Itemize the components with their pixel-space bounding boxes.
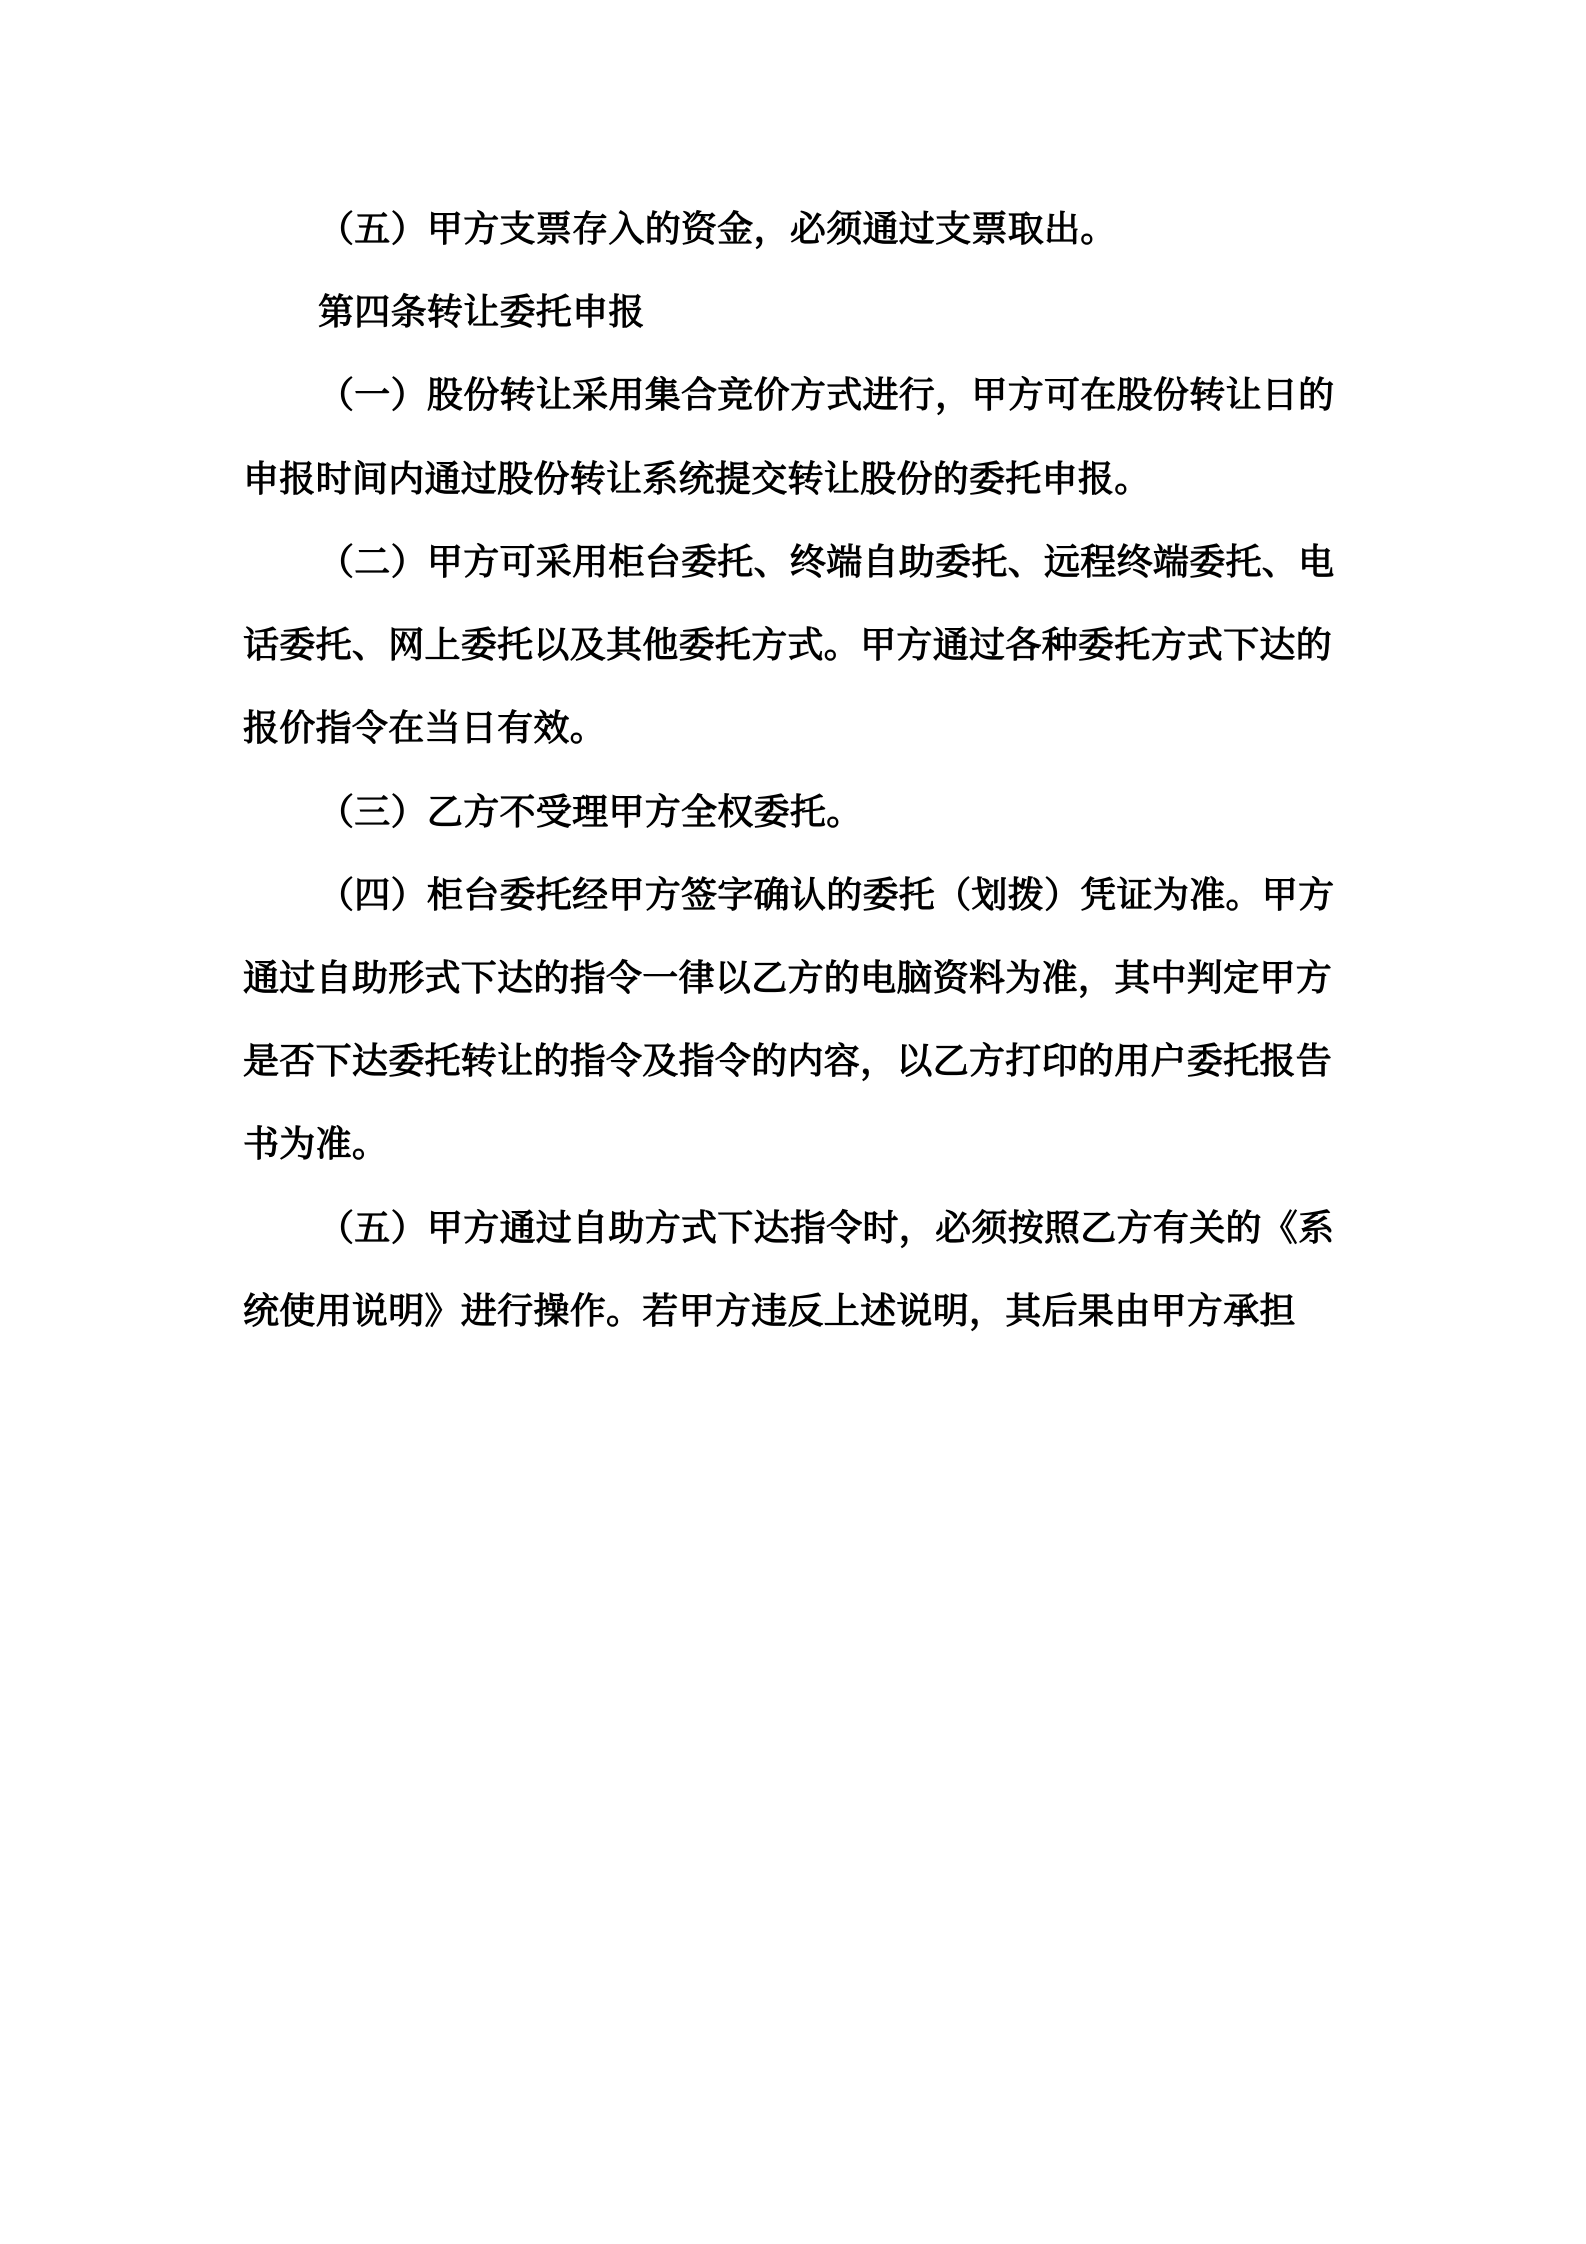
paragraph-line: 话委托、网上委托以及其他委托方式。甲方通过各种委托方式下达的 xyxy=(243,625,1333,666)
paragraph-line: 报价指令在当日有效。 xyxy=(243,708,607,749)
article-heading: 第四条转让委托申报 xyxy=(318,292,645,333)
paragraph-line: （三）乙方不受理甲方全权委托。 xyxy=(318,792,863,833)
paragraph-line: （四）柜台委托经甲方签字确认的委托（划拨）凭证为准。甲方 xyxy=(318,875,1335,916)
paragraph-line: 书为准。 xyxy=(243,1124,389,1165)
paragraph-line: 统使用说明》进行操作。若甲方违反上述说明，其后果由甲方承担 xyxy=(243,1291,1296,1332)
paragraph-line: 是否下达委托转让的指令及指令的内容，以乙方打印的用户委托报告 xyxy=(243,1041,1333,1082)
paragraph-line: 申报时间内通过股份转让系统提交转让股份的委托申报。 xyxy=(243,459,1151,500)
paragraph-line: （二）甲方可采用柜台委托、终端自助委托、远程终端委托、电 xyxy=(318,542,1335,583)
paragraph-line: 通过自助形式下达的指令一律以乙方的电脑资料为准，其中判定甲方 xyxy=(243,958,1333,999)
paragraph-line: （五）甲方支票存入的资金，必须通过支票取出。 xyxy=(318,209,1117,250)
paragraph-line: （一）股份转让采用集合竞价方式进行，甲方可在股份转让日的 xyxy=(318,375,1335,416)
paragraph-line: （五）甲方通过自助方式下达指令时，必须按照乙方有关的《系 xyxy=(318,1208,1335,1249)
